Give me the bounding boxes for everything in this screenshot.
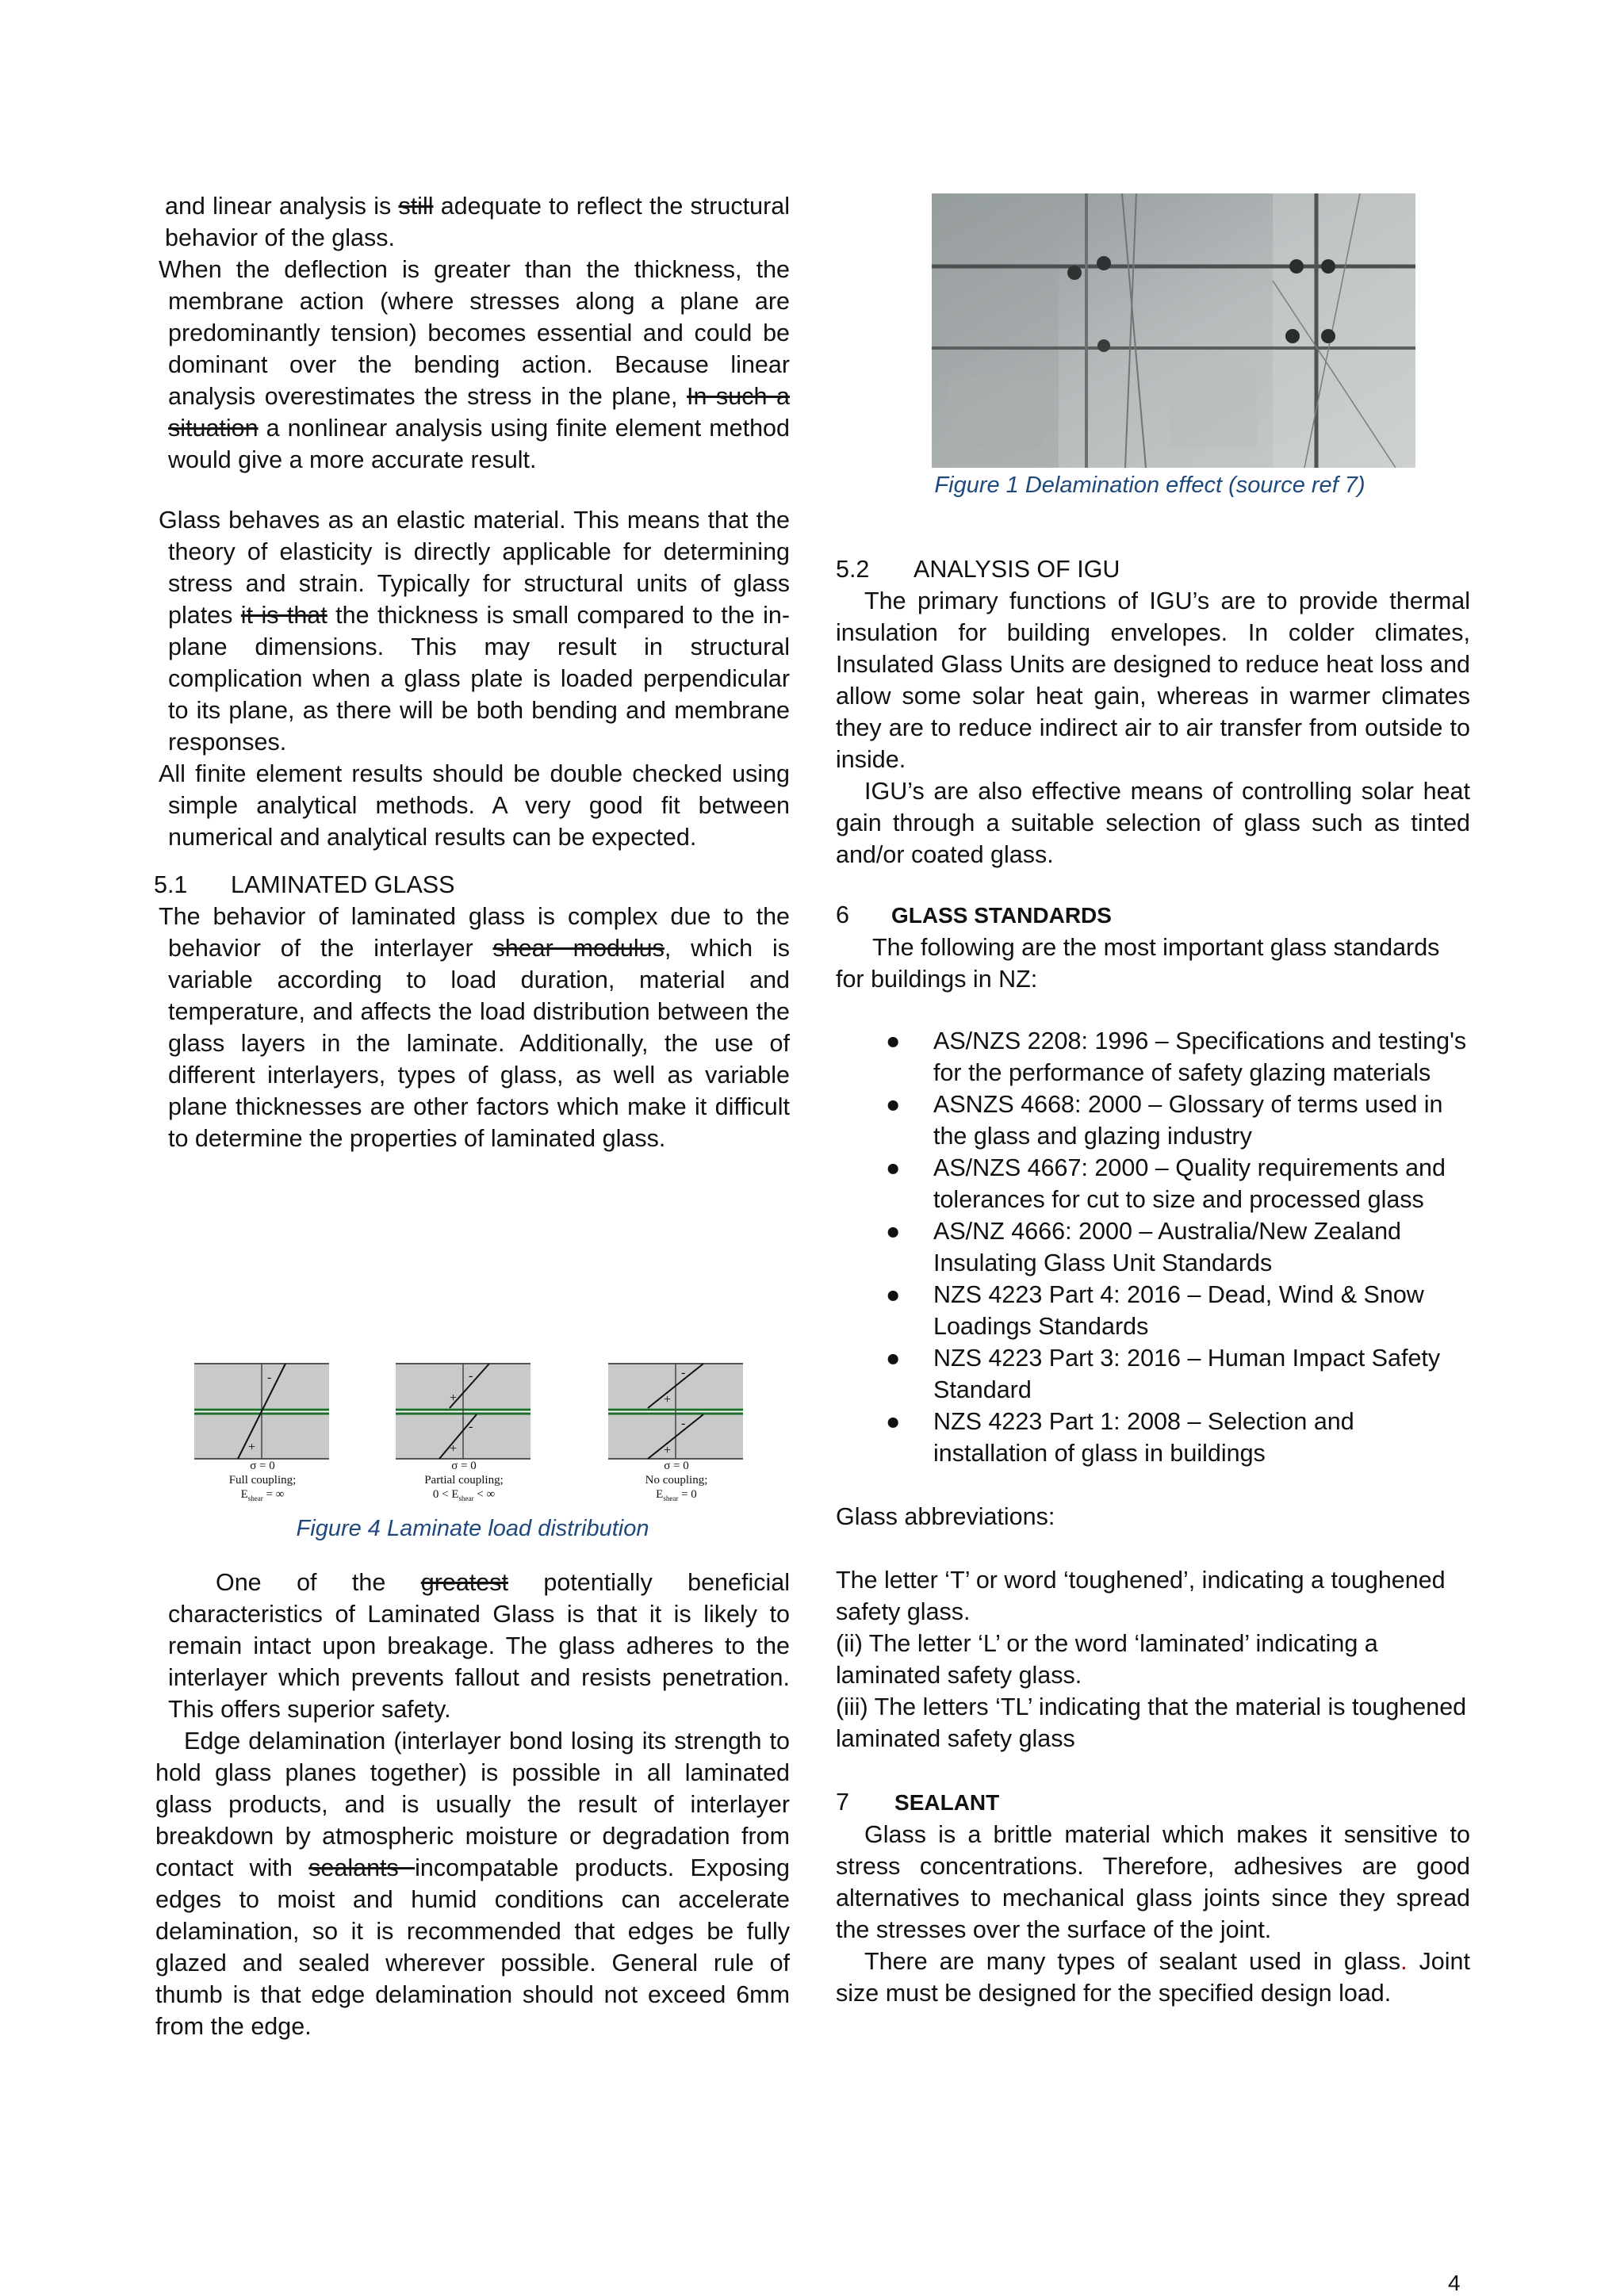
abbreviation-t: The letter ‘T’ or word ‘toughened’, indicating a toughened safety glass. [836, 1567, 1446, 1625]
list-item: ● NZS 4223 Part 3: 2016 – Human Impact Safety Standard [886, 1345, 1441, 1403]
struck-text: In such a situation [168, 383, 790, 442]
paragraph-deflection: When the deflection is greater than the thickness, the membrane action (where stresses along a plane are predominantly tension) becomes essential and could be dominant over the bending action. Because linear analysis overestimates the stress in the plane, In such a situation a nonlinear analysis using finite element method would give a more accurate result. [159, 256, 790, 473]
paragraph-sealant-intro: Glass is a brittle material which makes it sensitive to stress concentrations. Therefore, adhesives are good alternatives to mechanical glass joints since they spread the stresses over the surface of the joint. [836, 1821, 1470, 1943]
paragraph-laminated-behavior: The behavior of laminated glass is complex due to the behavior of the interlayer shear modulus, which is variable according to load duration, material and temperature, and affects the load distribution between the glass layers in the laminate. Additionally, the use of different interlayers, types of glass, as well as variable plane thicknesses are other factors which make it difficult to determine the properties of laminated glass. [159, 903, 790, 1152]
paragraph-linear-analysis: and linear analysis is still adequate to reflect the structural behavior of the glass. [165, 193, 790, 251]
paragraph-edge-delamination: Edge delamination (interlayer bond losing its strength to hold glass planes together) is possible in all laminated glass products, and is usually the result of interlayer breakdown by atmospheric moisture or degradation from contact with sealants incompatable products. Exposing edges to moist and humid conditions can accelerate delamination, so it is recommended that edges be fully glazed and sealed wherever possible. General rule of thumb is that edge delamination should not exceed 6mm from the edge. [155, 1728, 791, 2040]
paragraph-elastic-material: Glass behaves as an elastic material. This means that the theory of elasticity is directly applicable for determining stress and strain. Typically for structural units of glass plates it is that the thickness is small compared to the in-plane dimensions. This may result in structural complication when a glass plate is loaded perpendicular to its plane, as there will be both bending and membrane responses. [159, 507, 790, 756]
left-column-lower [155, 1567, 790, 2042]
list-item: ● NZS 4223 Part 4: 2016 – Dead, Wind & Snow Loadings Standards [886, 1281, 1424, 1340]
svg-text:+: + [664, 1444, 672, 1457]
abbreviations-title: Glass abbreviations: [836, 1503, 1055, 1530]
svg-text:-: - [267, 1371, 272, 1384]
list-item: ● NZS 4223 Part 1: 2008 – Selection and installation of glass in buildings [886, 1408, 1354, 1467]
paragraph-standards-intro: The following are the most important glass standards for buildings in NZ: [836, 934, 1440, 993]
diagram-label-partial: σ = 0 Partial coupling; $0 < E_{shear}$ < ∞ [424, 1460, 504, 1502]
struck-text: still [398, 193, 434, 220]
section-heading-5-2: 5.2 ANALYSIS OF IGU [836, 556, 1120, 583]
page-number: 4 [1448, 2271, 1461, 2295]
figure-1-caption: Figure 1 Delamination effect (source ref 7) [934, 473, 1365, 498]
section-heading-7: 7 SEALANT [836, 1789, 1000, 1816]
svg-text:+: + [450, 1391, 458, 1405]
struck-text: it is that [240, 602, 327, 629]
standards-list [836, 1025, 1470, 1469]
paragraph-sealant-types: There are many types of sealant used in glass. Joint size must be designed for the specified design load. [836, 1948, 1470, 2007]
figure-4-caption: Figure 4 Laminate load distribution [296, 1516, 649, 1541]
svg-text:-: - [681, 1417, 686, 1430]
svg-text:+: + [664, 1393, 672, 1406]
svg-text:-: - [681, 1366, 686, 1380]
svg-text:-: - [469, 1420, 473, 1433]
list-item: ● AS/NZS 4667: 2000 – Quality requirements and tolerances for cut to size and processed glass [886, 1154, 1446, 1213]
struck-text: shear modulus [492, 935, 665, 962]
svg-text:+: + [450, 1442, 458, 1456]
right-column [836, 553, 1470, 2009]
paragraph-igu-functions: The primary functions of IGU’s are to provide thermal insulation for building envelopes. In colder climates, Insulated Glass Units are designed to reduce heat loss and allow some solar heat gain, whereas in warmer climates they are to reduce indirect air to air transfer from outside to inside. [836, 587, 1470, 773]
paragraph-fe-results: All finite element results should be double checked using simple analytical methods. A very good fit between numerical and analytical results can be expected. [159, 760, 790, 851]
svg-text:+: + [248, 1441, 256, 1454]
diagram-label-full: σ = 0 Full coupling; $E_{shear}$ = ∞ [228, 1460, 297, 1502]
abbreviation-tl: (iii) The letters ‘TL’ indicating that the material is toughened laminated safety glass [836, 1693, 1467, 1752]
struck-text: sealants [308, 1854, 416, 1881]
paragraph-igu-solar: IGU’s are also effective means of controlling solar heat gain through a suitable selection of glass such as tinted and/or coated glass. [836, 778, 1470, 868]
list-item: ● ASNZS 4668: 2000 – Glossary of terms used in the glass and glazing industry [886, 1091, 1443, 1150]
list-item: ● AS/NZ 4666: 2000 – Australia/New Zealand Insulating Glass Unit Standards [886, 1218, 1402, 1276]
list-item: ● AS/NZS 2208: 1996 – Specifications and testing's for the performance of safety glazing materials [886, 1027, 1467, 1086]
svg-text:-: - [469, 1369, 473, 1383]
abbreviation-l: (ii) The letter ‘L’ or the word ‘laminated’ indicating a laminated safety glass. [836, 1630, 1378, 1689]
diagram-label-none: σ = 0 No coupling; $E_{shear} = 0$ [645, 1460, 708, 1502]
struck-text: greatest [420, 1569, 508, 1596]
delamination-photo [932, 193, 1415, 468]
left-column [155, 190, 790, 1154]
paragraph-laminated-benefits: One of the greatest potentially beneficial characteristics of Laminated Glass is that it is likely to remain intact upon breakage. The glass adheres to the interlayer which prevents fallout and resists penetration. This offers superior safety. [168, 1569, 790, 1723]
section-heading-5-1: 5.1 LAMINATED GLASS [154, 871, 455, 898]
section-heading-6: 6 GLASS STANDARDS [836, 901, 1112, 928]
